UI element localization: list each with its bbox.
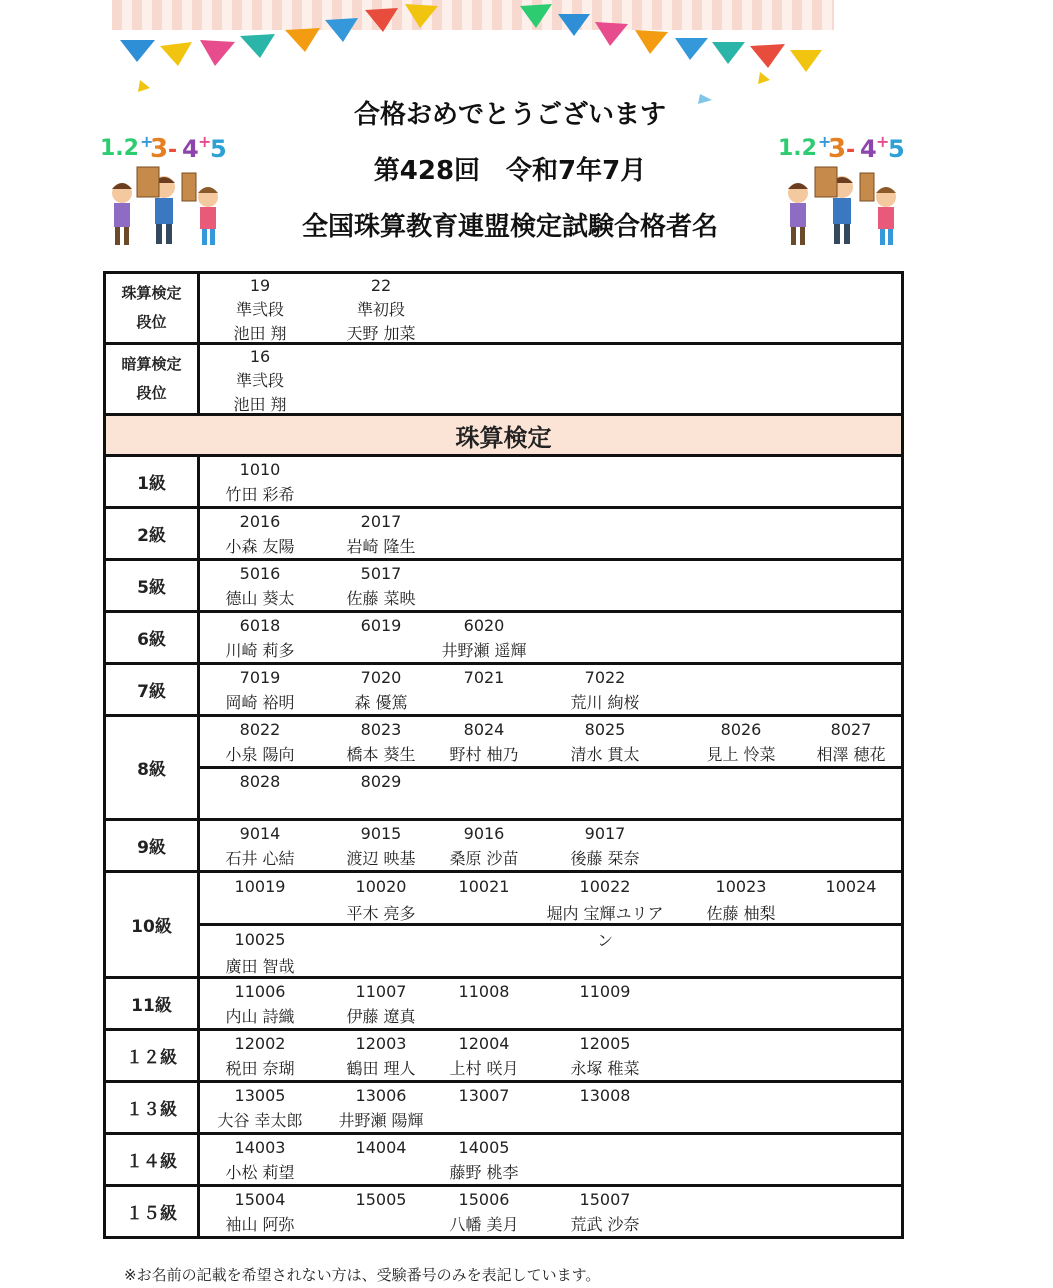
grade-entries-cell [199, 664, 903, 716]
examinee-entry [316, 274, 446, 346]
examinee-name: 岡崎 裕明 [225, 693, 295, 712]
exam-number: 11007 [355, 982, 407, 1001]
label-line: 珠算検定 [121, 284, 182, 302]
exam-number: 15007 [579, 1190, 631, 1209]
exam-number: 16 [249, 347, 271, 366]
examinee-entry [195, 1135, 325, 1185]
examinee-entry [540, 821, 670, 871]
examinee-name: 森 優篤 [354, 693, 408, 712]
examinee-name: 桑原 沙苗 [449, 849, 519, 868]
examinee-name: 渡辺 映基 [346, 849, 416, 868]
examinee-entry [195, 665, 325, 715]
congratulations-heading: 合格おめでとうございます [353, 100, 666, 130]
examinee-name: 藤野 桃李 [449, 1163, 519, 1182]
examinee-name: 池田 翔 [233, 395, 287, 414]
examinee-entry [419, 979, 549, 1004]
examinee-entry [419, 1031, 549, 1081]
grade-label: １５級 [105, 1186, 199, 1238]
examinee-name: 橋本 葵生 [346, 745, 416, 764]
dan-section-label [105, 344, 199, 415]
examinee-entry [316, 509, 446, 559]
examinee-name: 平木 亮多 [346, 904, 416, 923]
examinee-name: 石井 心結 [225, 849, 295, 868]
exam-number: 2017 [360, 512, 402, 531]
examinee-name: 小松 莉望 [225, 1163, 295, 1182]
examinee-name: 佐藤 柚梨 [706, 904, 776, 923]
grade-label: 1級 [105, 456, 199, 508]
grade-row [105, 768, 903, 820]
exam-number: 14003 [234, 1138, 286, 1157]
examinee-name: 後藤 栞奈 [570, 849, 640, 868]
svg-text:+: + [198, 132, 212, 151]
examinee-name: 税田 奈瑚 [225, 1059, 295, 1078]
examinee-entry [786, 873, 916, 900]
svg-text:+: + [818, 132, 832, 151]
svg-text:4: 4 [182, 135, 199, 163]
examinee-entry [540, 1031, 670, 1081]
examinee-name: 荒川 絢桜 [570, 693, 640, 712]
examinee-entry [419, 613, 549, 663]
exam-number: 7022 [584, 668, 626, 687]
svg-text:3: 3 [150, 134, 169, 164]
examinee-name: 伊藤 遼真 [346, 1007, 416, 1026]
grade-entries-cell [199, 508, 903, 560]
examinee-name: 小泉 陽向 [225, 745, 295, 764]
examinee-entry [540, 1083, 670, 1108]
grade-label: 8級 [105, 716, 199, 820]
grade-row [105, 716, 903, 768]
examinee-entry [540, 665, 670, 715]
examinee-entry [419, 1187, 549, 1237]
exam-number: 11009 [579, 982, 631, 1001]
examinee-entry [419, 717, 549, 767]
svg-text:+: + [140, 132, 154, 151]
examinee-entry [195, 457, 325, 507]
grade-row [105, 820, 903, 872]
grade-entries-cell [199, 1082, 903, 1134]
grade-entries-cell [199, 1134, 903, 1186]
grade-entries-cell [199, 612, 903, 664]
exam-number: 12003 [355, 1034, 407, 1053]
examinee-entry [195, 1031, 325, 1081]
grade-label: 2級 [105, 508, 199, 560]
examinee-entry [540, 979, 670, 1004]
exam-title-heading: 全国珠算教育連盟検定試験合格者名 [301, 212, 718, 242]
examinee-entry [316, 561, 446, 611]
exam-number: 7019 [239, 668, 281, 687]
exam-number: 13008 [579, 1086, 631, 1105]
grade-row [105, 1082, 903, 1134]
grade-entries-cell [199, 925, 903, 978]
exam-number: 6020 [463, 616, 505, 635]
grade-label: 7級 [105, 664, 199, 716]
exam-number: 14005 [458, 1138, 510, 1157]
exam-number: 10022 [579, 877, 631, 896]
examinee-entry [195, 509, 325, 559]
grade-entries-cell [199, 716, 903, 768]
grade-row [105, 456, 903, 508]
exam-number: 12004 [458, 1034, 510, 1053]
grade-row [105, 612, 903, 664]
dan-section-row [105, 344, 903, 415]
exam-number: 10025 [234, 930, 286, 949]
svg-text:5: 5 [888, 135, 905, 163]
exam-number: 6019 [360, 616, 402, 635]
examinee-entry [195, 1187, 325, 1237]
dan-section-label [105, 273, 199, 344]
exam-number: 5017 [360, 564, 402, 583]
examinee-name: 八幡 美月 [449, 1215, 519, 1234]
examinee-entry [316, 769, 446, 794]
label-line: 暗算検定 [121, 355, 182, 373]
exam-number: 6018 [239, 616, 281, 635]
grade-entries-cell [199, 820, 903, 872]
grade-label: １２級 [105, 1030, 199, 1082]
examinee-entry [195, 345, 325, 417]
examinee-entry [195, 873, 325, 900]
dan-rank: 準弐段 [235, 371, 284, 390]
exam-number: 2016 [239, 512, 281, 531]
examinee-entry [195, 821, 325, 871]
grade-label: 10級 [105, 872, 199, 978]
examinee-name: 相澤 穂花 [816, 745, 886, 764]
examinee-name: 大谷 幸太郎 [217, 1111, 303, 1130]
grade-row [105, 560, 903, 612]
examinee-entry [195, 979, 325, 1029]
examinee-name: 永塚 稚菜 [570, 1059, 640, 1078]
dan-section-row [105, 273, 903, 344]
examinee-name: 上村 咲月 [449, 1059, 519, 1078]
examinee-entry [419, 821, 549, 871]
grade-row [105, 1186, 903, 1238]
examinee-entry [195, 274, 325, 346]
exam-number: 7021 [463, 668, 505, 687]
grade-entries-cell [199, 768, 903, 820]
section-title: 珠算検定 [105, 415, 903, 456]
examinee-entry [195, 613, 325, 663]
grade-label: 9級 [105, 820, 199, 872]
svg-text:3: 3 [828, 134, 847, 164]
exam-number: 8025 [584, 720, 626, 739]
examinee-name: 清水 貫太 [570, 745, 640, 764]
exam-number: 12005 [579, 1034, 631, 1053]
grade-row [105, 664, 903, 716]
exam-number: 10019 [234, 877, 286, 896]
exam-number: 9015 [360, 824, 402, 843]
grade-entries-cell [199, 1030, 903, 1082]
examinee-name: 佐藤 菜映 [346, 589, 416, 608]
exam-number: 8027 [830, 720, 872, 739]
exam-number: 8028 [239, 772, 281, 791]
exam-number: 10020 [355, 877, 407, 896]
examinee-name: 竹田 彩希 [225, 485, 295, 504]
grade-row [105, 925, 903, 978]
examinee-name: 井野瀬 陽輝 [338, 1111, 424, 1130]
results-table [103, 271, 904, 1239]
exam-number: 14004 [355, 1138, 407, 1157]
examinee-entry [419, 665, 549, 690]
examinee-entry [195, 926, 325, 980]
grade-entries-cell [199, 456, 903, 508]
grade-entries-cell [199, 978, 903, 1030]
examinee-name: 天野 加菜 [346, 324, 416, 343]
grade-label: 5級 [105, 560, 199, 612]
examinee-name: 見上 怜菜 [706, 745, 776, 764]
svg-text:1.2: 1.2 [778, 136, 817, 161]
session-heading: 第428回 令和7年7月 [373, 156, 647, 186]
exam-number: 13005 [234, 1086, 286, 1105]
exam-number: 10021 [458, 877, 510, 896]
examinee-entry [786, 717, 916, 767]
exam-number: 8022 [239, 720, 281, 739]
examinee-name: 井野瀬 遥輝 [441, 641, 527, 660]
svg-text:-: - [846, 138, 856, 163]
grade-entries-cell [199, 560, 903, 612]
label-line: 段位 [136, 384, 167, 402]
examinee-entry [419, 1083, 549, 1108]
svg-text:1.2: 1.2 [100, 136, 139, 161]
exam-number: 10024 [825, 877, 877, 896]
grade-label: 11級 [105, 978, 199, 1030]
grade-label: １４級 [105, 1134, 199, 1186]
examinee-name: 荒武 沙奈 [570, 1215, 640, 1234]
examinee-entry [419, 1135, 549, 1185]
exam-number: 7020 [360, 668, 402, 687]
exam-number: 9017 [584, 824, 626, 843]
examinee-name: 野村 柚乃 [449, 745, 519, 764]
grade-row [105, 1030, 903, 1082]
examinee-name: 廣田 智哉 [225, 957, 295, 976]
grade-row [105, 508, 903, 560]
examinee-name: 内山 詩織 [225, 1007, 295, 1026]
examinee-name: 小森 友陽 [225, 537, 295, 556]
footnote: ※お名前の記載を希望されない方は、受験番号のみを表記しています。 [124, 1266, 601, 1284]
grade-row [105, 872, 903, 925]
examinee-name: 德山 葵太 [225, 589, 295, 608]
examinee-entry [419, 873, 549, 900]
dan-entries-cell [199, 273, 903, 344]
exam-number: 12002 [234, 1034, 286, 1053]
label-line: 段位 [136, 313, 167, 331]
examinee-name: 袖山 阿弥 [225, 1215, 295, 1234]
exam-number: 8024 [463, 720, 505, 739]
dan-rank: 準弐段 [235, 300, 284, 319]
examinee-name: 岩崎 隆生 [346, 537, 416, 556]
examinee-name: 池田 翔 [233, 324, 287, 343]
exam-number: 8029 [360, 772, 402, 791]
exam-number: 1010 [239, 460, 281, 479]
examinee-entry [195, 1083, 325, 1133]
exam-number: 15006 [458, 1190, 510, 1209]
exam-number: 8026 [720, 720, 762, 739]
grade-label: １３級 [105, 1082, 199, 1134]
svg-text:5: 5 [210, 135, 227, 163]
exam-number: 13007 [458, 1086, 510, 1105]
grade-entries-cell [199, 1186, 903, 1238]
exam-number: 9014 [239, 824, 281, 843]
exam-number: 15005 [355, 1190, 407, 1209]
exam-number: 9016 [463, 824, 505, 843]
exam-number: 13006 [355, 1086, 407, 1105]
examinee-name: 堀内 宝輝ユリアン [546, 904, 664, 950]
svg-text:-: - [168, 138, 178, 163]
examinee-entry [540, 717, 670, 767]
examinee-entry [540, 1187, 670, 1237]
dan-entries-cell [199, 344, 903, 415]
grade-row [105, 1134, 903, 1186]
examinee-name: 川崎 莉多 [225, 641, 295, 660]
examinee-entry [195, 717, 325, 767]
svg-text:+: + [876, 132, 890, 151]
exam-number: 19 [249, 276, 271, 295]
exam-number: 10023 [715, 877, 767, 896]
examinee-entry [195, 561, 325, 611]
exam-number: 8023 [360, 720, 402, 739]
grade-label: 6級 [105, 612, 199, 664]
grade-row [105, 978, 903, 1030]
exam-number: 5016 [239, 564, 281, 583]
svg-text:4: 4 [860, 135, 877, 163]
examinee-name: 鶴田 理人 [346, 1059, 416, 1078]
examinee-entry [195, 769, 325, 794]
section-title-row [105, 415, 903, 456]
exam-number: 15004 [234, 1190, 286, 1209]
exam-number: 11006 [234, 982, 286, 1001]
exam-number: 22 [370, 276, 392, 295]
exam-number: 11008 [458, 982, 510, 1001]
dan-rank: 準初段 [356, 300, 405, 319]
